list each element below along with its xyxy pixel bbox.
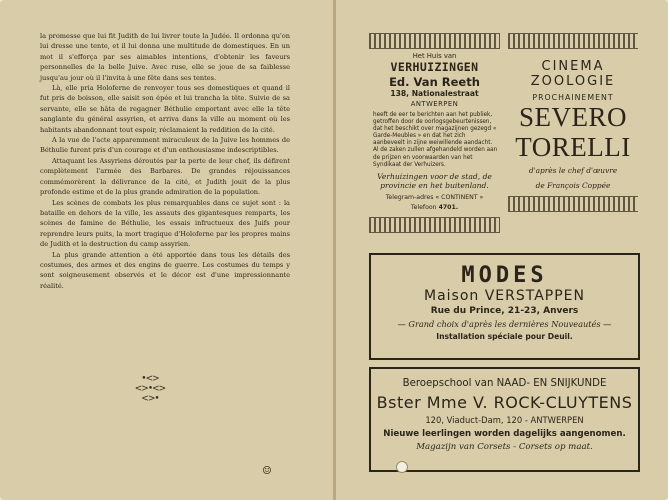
ad-address: Rue du Prince, 21-23, Anvers	[430, 306, 579, 316]
ad-note: Nieuwe leerlingen worden dagelijks aangenomen.	[383, 429, 626, 439]
ad-zoologie-line: ZOOLOGIE	[530, 74, 616, 89]
story-paragraph: Attaquant les Assyriens déroutés par la perte de leur chef, ils défirent complètement l'armée des Barbares. De grandes réjouissances commémorèrent la délivrance de la cité, et Judith jouit de la plus profonde estime et de la plus grande admiration de la population.	[40, 156, 290, 197]
ad-address: 138, Nationalestraat	[390, 89, 479, 98]
ad-address: 120, Viaduct-Dam, 120 - ANTWERPEN	[425, 415, 584, 425]
ornament-band	[369, 217, 500, 233]
story-paragraph: Là, elle pria Holoferne de renvoyer tous ses domestiques et quand il fut pris de boisson, elle saisit son épée et lui trancha la tête. Suivie de sa servante, elle se hâta de regagner Béthulie emportant avec elle la tête sanglante du général assyrien, et arriva dans la ville au moment où les habitants abandonnant tout espoir, réclamaient la reddition de la cité.	[40, 84, 290, 134]
ad-verhuizingen	[369, 33, 500, 245]
ad-phone	[369, 204, 500, 211]
ad-italic-line: Magazijn van Corsets - Corsets op maat.	[416, 442, 593, 452]
ad-school-title: Beroepschool van NAAD- EN SNIJKUNDE	[402, 378, 607, 389]
ornament-band	[369, 33, 500, 49]
ad-note: Installation spéciale pour Deuil.	[436, 332, 573, 341]
story-paragraph: la promesse que lui fit Judith de lui livrer toute la Judée. Il ordonna qu'on lui dresse une tente, et il lui donna une multitude de domestiques. En un mot il s'efforça par ses aimables intentions, d'obtenir les faveurs personnelles de la belle Juive. Avec ruse, elle se joue de sa faiblesse jusqu'au jour où il l'invita à une fête dans ses tentes.	[40, 32, 290, 82]
page-mark: ☺	[262, 464, 272, 477]
story-paragraph: La plus grande attention a été apportée dans tous les détails des costumes, des armes et des engins de guerre. Les costumes du temps y sont soigneusement observés et le décor est d'une impressionnante réalité.	[40, 250, 290, 290]
ad-modes	[369, 253, 640, 360]
ad-title: VERHUIZINGEN	[390, 60, 479, 74]
ad-modes-title: MODES	[461, 263, 548, 288]
ornament-band	[508, 196, 638, 212]
ad-school-director: Bster Mme V. ROCK-CLUYTENS	[376, 393, 633, 412]
story-paragraph: Les scènes de combats les plus remarquables dans ce sujet sont : la bataille en dehors de la ville, les assauts des gigantesques remparts, les scènes de famine de Béthulie, les essais infructueux des Juifs pour reprendre leurs puits, la mort tragique d'Holoferne par les propres mains de Judith et la destruction du camp assyrien.	[40, 198, 290, 249]
story-paragraph: A la vue de l'acte apparemment miraculeux de la Juive les hommes de Béthulie furent pris d'un courage et d'un enthousiasme indescriptibles.	[40, 136, 290, 155]
ad-telegram: Telegram-adres « CONTINENT »	[385, 193, 484, 201]
ad-house-of: Het Huis van	[412, 52, 457, 60]
ad-italic-line: Verhuizingen voor de stad, de provincie en het buitenland.	[377, 171, 492, 191]
ad-owner-name: Ed. Van Reeth	[389, 75, 480, 89]
story-text	[40, 31, 290, 291]
ad-film-credit: d'après le chef d'œuvre	[528, 166, 618, 175]
ad-cinema-line: CINEMA	[541, 59, 605, 74]
ad-film-credit: de François Coppée	[535, 181, 611, 190]
ad-body-text: heeft de eer te berichten aan het publiek, getroffen door de oorlogsgebeurtenissen, dat het beschikt over magazijnen gezegd « Garde-Meubles » en dat het zich aanbeveelt in zijne weiwillende aandacht. Al de zaken zullen afgehandeld worden aan de prijzen en voorwaarden van het Syndikaat der Verhuizers.	[373, 112, 498, 168]
ad-coming-label: PROCHAINEMENT	[532, 93, 614, 102]
ad-film-title: TORELLI	[515, 132, 631, 162]
ad-city: ANTWERPEN	[410, 100, 459, 108]
ad-house-name: Maison VERSTAPPEN	[423, 288, 585, 304]
ornament-band	[508, 33, 638, 49]
ad-sewing-school	[369, 367, 640, 472]
binding-hole	[396, 461, 408, 473]
ad-film-title: SEVERO	[518, 102, 627, 132]
ad-phone-label: Telefoon	[410, 203, 437, 211]
ad-cinema	[508, 33, 638, 245]
ad-tagline: — Grand choix d'après les dernières Nouveautés —	[397, 319, 612, 329]
ad-phone-number: 4701.	[438, 203, 459, 211]
ornament-divider: •<><>•<><>•	[134, 374, 166, 404]
